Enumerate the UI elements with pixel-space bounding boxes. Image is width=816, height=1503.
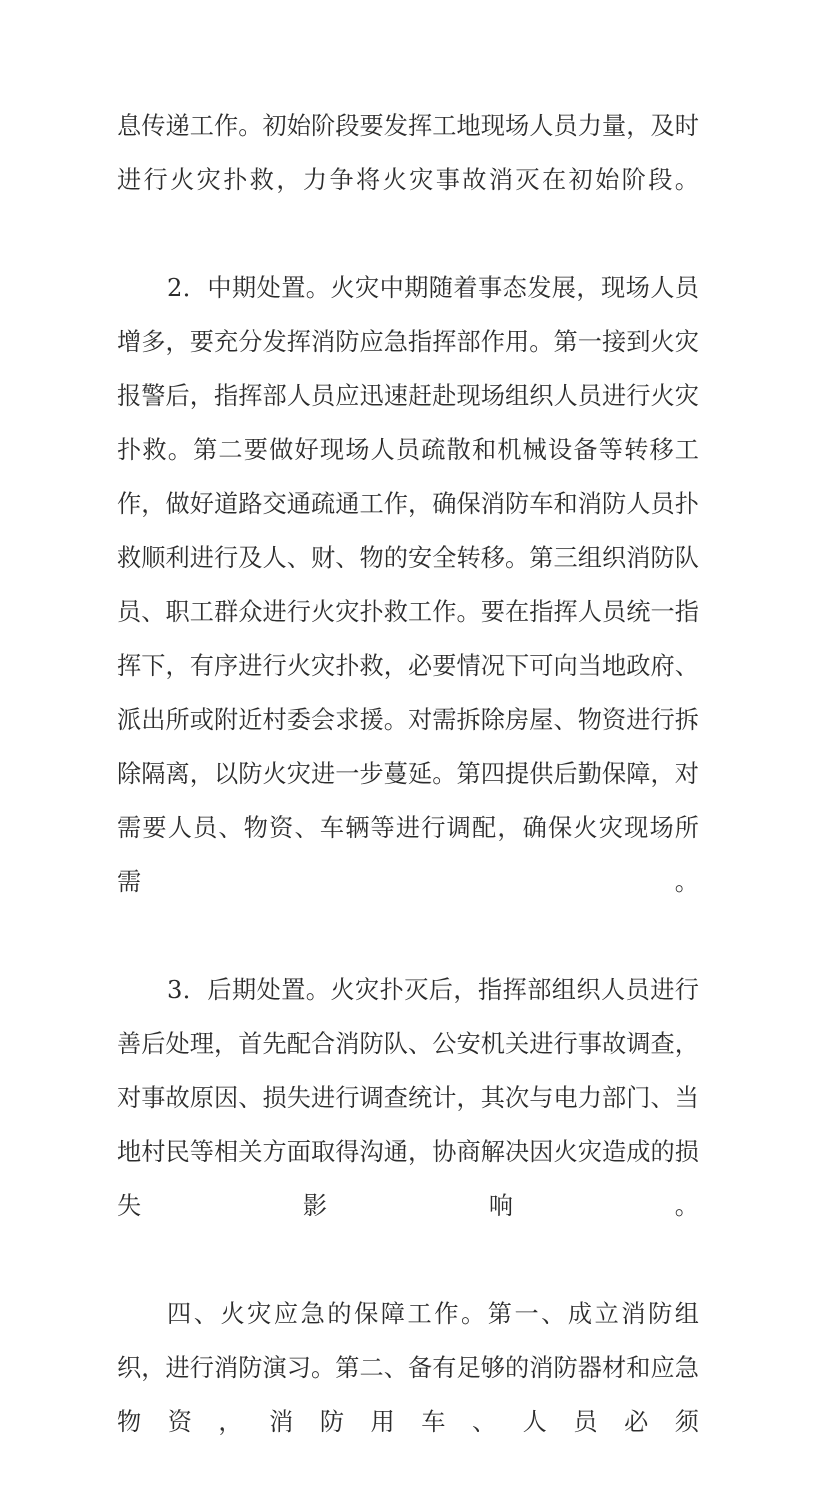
paragraph-continued-initial-stage: 息传递工作。初始阶段要发挥工地现场人员力量，及时进行火灾扑救，力争将火灾事故消灭在初始阶段。 (117, 112, 699, 194)
paragraph-3-late-stage-handling: 3．后期处置。火灾扑灭后，指挥部组织人员进行善后处理，首先配合消防队、公安机关进行事故调查，对事故原因、损失进行调查统计，其次与电力部门、当地村民等相关方面取得沟通，协商解决因火灾造成的损失影响。 (117, 976, 699, 1220)
document-text-body (117, 99, 699, 1503)
paragraph-4-emergency-support-work: 四、火灾应急的保障工作。第一、成立消防组织，进行消防演习。第二、备有足够的消防器材和应急物资，消防用车、人员必须 (117, 1300, 699, 1436)
paragraph-2-mid-stage-handling: 2．中期处置。火灾中期随着事态发展，现场人员增多，要充分发挥消防应急指挥部作用。第一接到火灾报警后，指挥部人员应迅速赶赴现场组织人员进行火灾扑救。第二要做好现场人员疏散和机械设备等转移工作，做好道路交通疏通工作，确保消防车和消防人员扑救顺利进行及人、财、物的安全转移。第三组织消防队员、职工群众进行火灾扑救工作。要在指挥人员统一指挥下，有序进行火灾扑救，必要情况下可向当地政府、派出所或附近村委会求援。对需拆除房屋、物资进行拆除隔离，以防火灾进一步蔓延。第四提供后勤保障，对需要人员、物资、车辆等进行调配，确保火灾现场所需。 (117, 274, 699, 896)
